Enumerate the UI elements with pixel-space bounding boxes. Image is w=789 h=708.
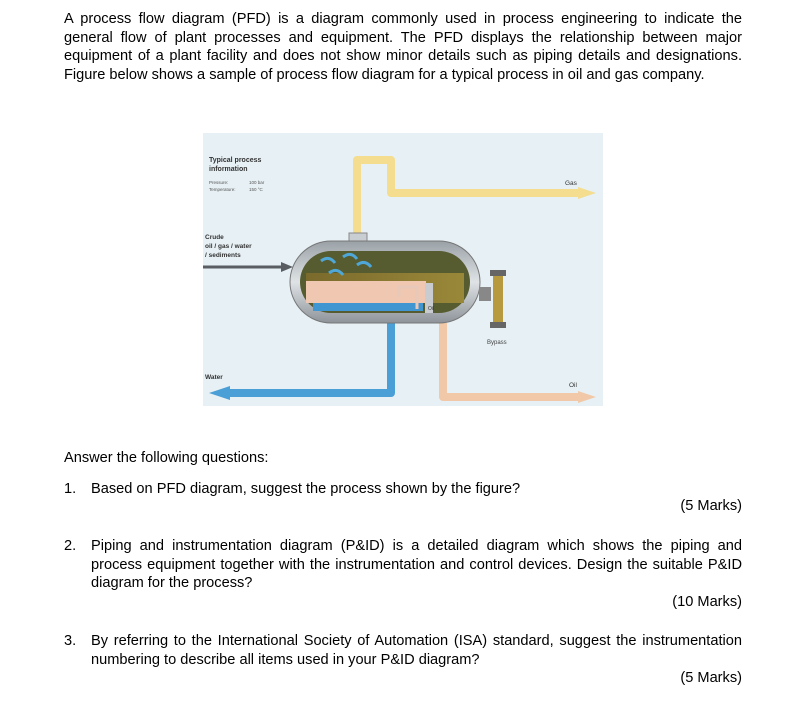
info-title-2: information — [209, 166, 248, 173]
crude-label-3: / sediments — [205, 252, 241, 259]
crude-label-1: Crude — [205, 234, 224, 241]
question-2 — [64, 537, 742, 593]
oil-inner-label: Oil — [428, 306, 435, 312]
info-title-1: Typical process — [209, 157, 262, 164]
separator-diagram — [203, 133, 603, 406]
temperature-value: 150 °C — [249, 187, 263, 192]
bypass-loop — [493, 273, 503, 325]
question-text: Based on PFD diagram, suggest the process shown by the figure? — [91, 481, 521, 497]
question-number: 1. — [64, 481, 77, 497]
gas-label: Gas — [565, 180, 577, 187]
question-number: 3. — [64, 633, 77, 649]
bypass-cap — [490, 270, 506, 276]
water-label: Water — [205, 374, 223, 381]
bypass-label: Bypass — [487, 340, 507, 346]
bypass-cap-bottom — [490, 322, 506, 328]
question-text: By referring to the International Society of Automation (ISA) standard, suggest the instrumentation numbering to describe all items used in your P&ID diagram? — [91, 633, 742, 668]
questions-heading: Answer the following questions: — [64, 450, 269, 466]
pressure-value: 100 bar — [249, 180, 265, 185]
water-layer — [313, 303, 423, 311]
oil-out-label: Oil — [569, 382, 577, 389]
emulsion-layer — [306, 281, 426, 303]
outlet-flange — [479, 287, 491, 301]
question-marks: (5 Marks) — [680, 670, 742, 686]
question-number: 2. — [64, 538, 77, 554]
question-marks: (5 Marks) — [680, 498, 742, 514]
question-text: Piping and instrumentation diagram (P&ID) is a detailed diagram which shows the piping and process equipment together with the instrumentation and control devices. Design the suitable P&ID diagram for the process? — [91, 538, 742, 592]
pfd-figure — [203, 133, 603, 406]
crude-label-2: oil / gas / water — [205, 243, 252, 250]
question-marks: (10 Marks) — [672, 594, 742, 610]
temperature-label: Temperature: — [209, 187, 236, 192]
question-1 — [64, 480, 742, 499]
question-3 — [64, 632, 742, 669]
intro-paragraph: A process flow diagram (PFD) is a diagram commonly used in process engineering to indicate the general flow of plant processes and equipment. The PFD displays the relationship between major equipment of a plant facility and does not show minor details such as piping details and designations. Figure below shows a sample of process flow diagram for a typical process in oil and gas company. — [64, 11, 742, 83]
pressure-label: Pressure: — [209, 180, 229, 185]
